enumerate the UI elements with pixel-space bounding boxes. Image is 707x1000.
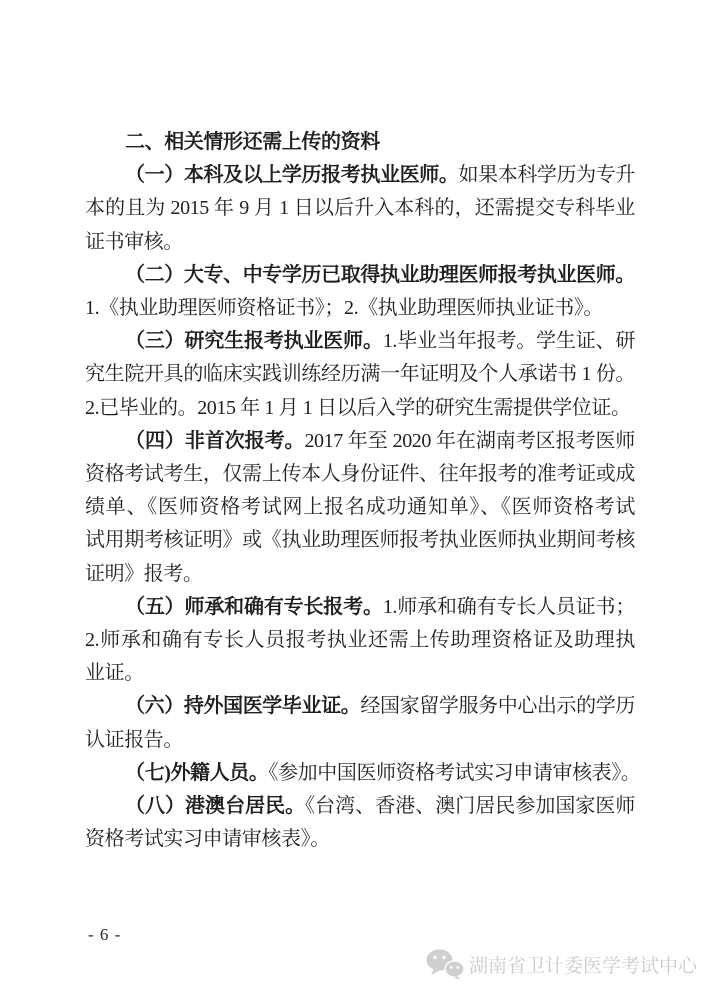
text-segment: 证明》报考。 [85, 562, 203, 585]
text-segment: 经国家留学服务中心出示的学历 [360, 695, 635, 718]
text-segment: 资格考试实习申请审核表》。 [85, 828, 330, 851]
text-segment: 2.师承和确有专长人员报考执业还需上传助理资格证及助理执 [85, 629, 635, 652]
text-line [85, 392, 635, 425]
text-segment: 试用期考核证明》或《执业助理医师报考执业医师执业期间考核 [85, 529, 635, 552]
text-line [85, 159, 635, 192]
text-segment: 究生院开具的临床实践训练经历满一年证明及个人承诺书 1 份。 [85, 363, 635, 386]
text-segment: 业证。 [85, 662, 144, 685]
text-line [85, 425, 635, 458]
text-line [85, 524, 635, 557]
page-number: - 6 - [88, 925, 122, 944]
text-line [85, 823, 635, 856]
text-line [85, 690, 635, 723]
text-line [85, 226, 635, 259]
text-segment: 《台湾、香港、澳门居民参加国家医师 [305, 795, 635, 818]
bold-text-segment: （五）师承和确有专长报考。 [125, 595, 383, 618]
bold-text-segment: （四）非首次报考。 [125, 429, 305, 452]
wechat-icon [426, 948, 464, 980]
text-line [85, 757, 641, 790]
text-segment: 绩单、《医师资格考试网上报名成功通知单》、《医师资格考试 [85, 496, 635, 519]
text-segment: 认证报告。 [85, 728, 183, 751]
text-segment: 证书审核。 [85, 230, 183, 253]
text-line [85, 192, 635, 225]
text-line [85, 292, 635, 325]
text-line [85, 591, 635, 624]
watermark [426, 948, 697, 980]
text-line [85, 558, 635, 591]
text-line [85, 790, 635, 823]
section-heading: 二、相关情形还需上传的资料 [125, 131, 380, 153]
text-segment: 《参加中国医师资格考试实习申请审核表》。 [268, 761, 641, 784]
text-segment: 2017 年至 2020 年在湖南考区报考医师 [304, 429, 635, 452]
text-line [85, 358, 635, 391]
watermark-text: 湖南省卫计委医学考试中心 [468, 955, 697, 977]
text-segment: 1.师承和确有专长人员证书； [382, 595, 635, 618]
bold-text-segment: （二）大专、中专学历已取得执业助理医师报考执业医师。 [125, 263, 635, 286]
text-line [85, 458, 635, 491]
text-line [85, 657, 635, 690]
bold-text-segment: （七)外籍人员。 [125, 761, 269, 784]
bold-text-segment: （八）港澳台居民。 [125, 795, 306, 818]
text-line [85, 491, 635, 524]
text-line [85, 724, 635, 757]
text-line [85, 624, 635, 657]
document-body [85, 126, 641, 856]
text-line [85, 325, 635, 358]
text-line [85, 259, 635, 292]
text-segment: 1.毕业当年报考。学生证、研 [382, 330, 635, 353]
text-segment: 资格考试考生，仅需上传本人身份证件、往年报考的准考证或成 [85, 463, 635, 486]
bold-text-segment: （三）研究生报考执业医师。 [125, 330, 383, 353]
bold-text-segment: （六）持外国医学毕业证。 [125, 695, 361, 718]
text-segment: 1.《执业助理医师资格证书》；2.《执业助理医师执业证书》。 [85, 297, 603, 320]
text-segment: 如果本科学历为专升 [458, 164, 635, 187]
bold-text-segment: （一）本科及以上学历报考执业医师。 [125, 164, 459, 187]
text-segment: 2.已毕业的。2015 年 1 月 1 日以后入学的研究生需提供学位证。 [85, 396, 631, 419]
text-segment: 本的且为 2015 年 9 月 1 日以后升入本科的，还需提交专科毕业 [85, 197, 635, 220]
